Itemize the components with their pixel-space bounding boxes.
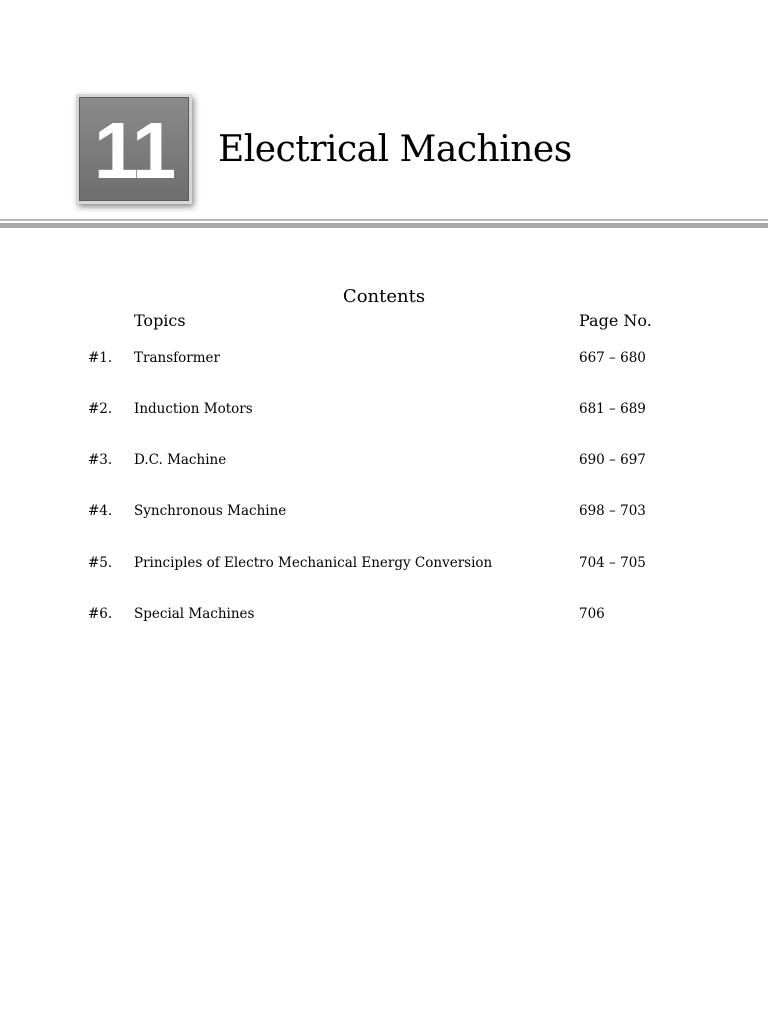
- toc-row-number: #4.: [88, 503, 113, 519]
- page-column-header: Page No.: [579, 311, 652, 330]
- toc-row: [0, 552, 768, 574]
- toc-row-topic: Transformer: [134, 350, 220, 366]
- toc-row-pages: 681 – 689: [579, 401, 646, 417]
- contents-heading: Contents: [342, 286, 426, 307]
- toc-row-number: #5.: [88, 555, 113, 571]
- toc-row-number: #2.: [88, 401, 113, 417]
- toc-row: [0, 347, 768, 369]
- header-divider-thick: [0, 223, 768, 228]
- chapter-title: Electrical Machines: [218, 129, 572, 170]
- toc-row: [0, 603, 768, 625]
- topics-column-header: Topics: [134, 311, 186, 330]
- toc-row: [0, 449, 768, 471]
- toc-row-number: #3.: [88, 452, 113, 468]
- toc-row-topic: Induction Motors: [134, 401, 253, 417]
- toc-row: [0, 500, 768, 522]
- chapter-number: 11: [93, 106, 175, 195]
- toc-row-number: #1.: [88, 350, 113, 366]
- toc-row-pages: 706: [579, 606, 605, 622]
- toc-row-pages: 704 – 705: [579, 555, 646, 571]
- toc-row: [0, 398, 768, 420]
- toc-row-pages: 690 – 697: [579, 452, 646, 468]
- header-divider-thin: [0, 219, 768, 221]
- toc-row-topic: D.C. Machine: [134, 452, 227, 468]
- toc-row-pages: 698 – 703: [579, 503, 646, 519]
- chapter-number-badge: [76, 94, 192, 204]
- toc-row-topic: Synchronous Machine: [134, 503, 287, 519]
- toc-row-pages: 667 – 680: [579, 350, 646, 366]
- toc-row-topic: Special Machines: [134, 606, 255, 622]
- toc-row-number: #6.: [88, 606, 113, 622]
- toc-row-topic: Principles of Electro Mechanical Energy Conversion: [134, 555, 493, 571]
